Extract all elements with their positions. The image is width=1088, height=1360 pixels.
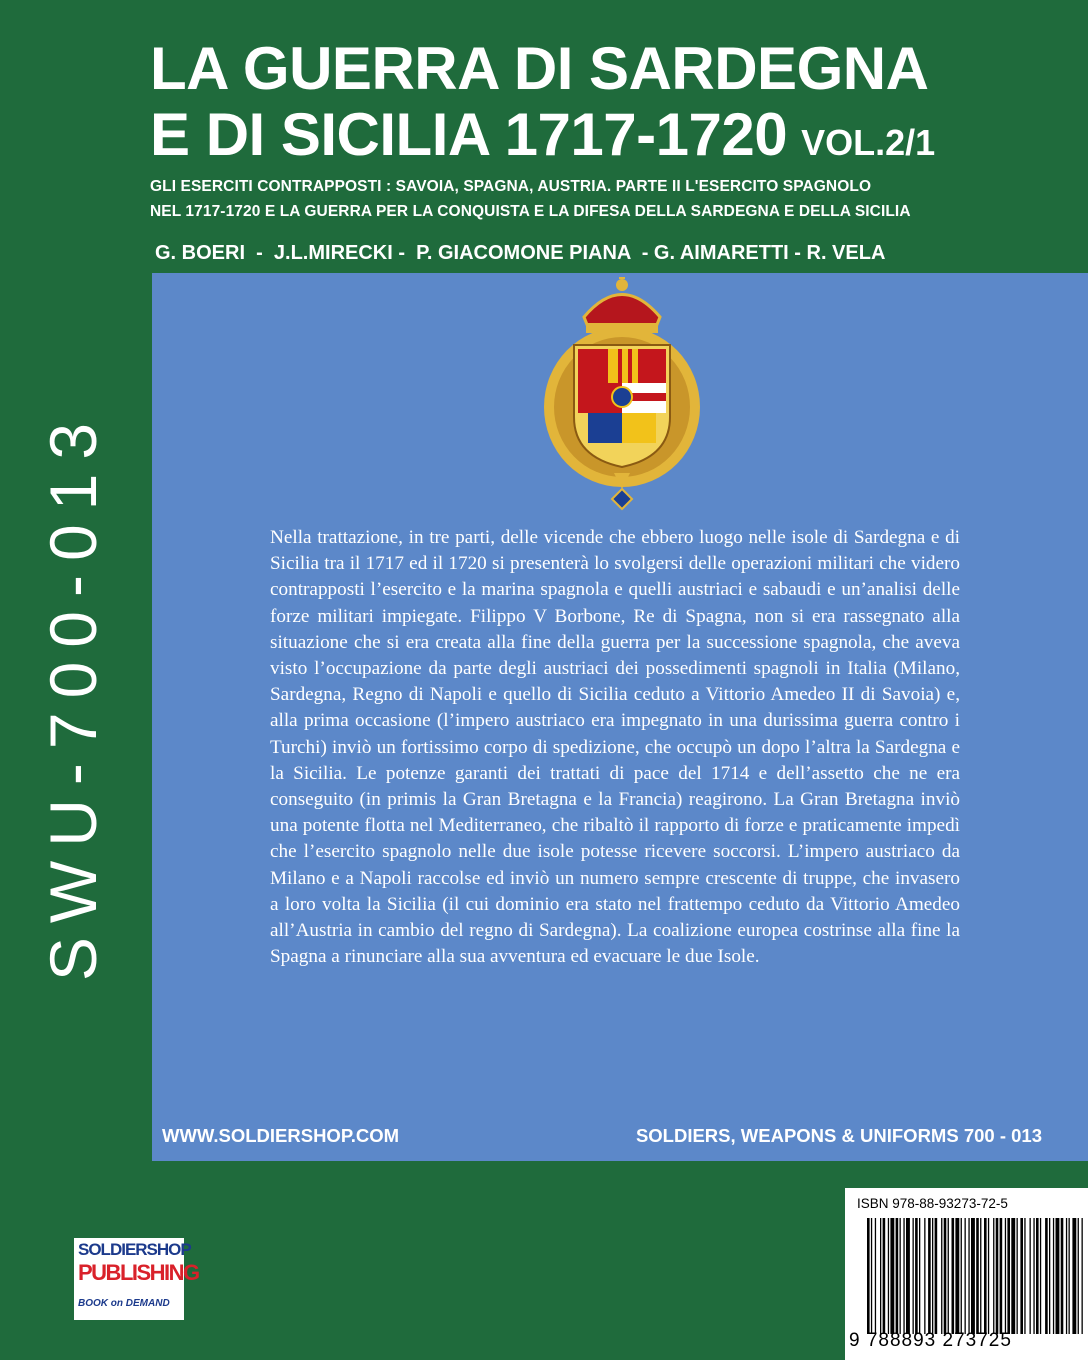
barcode-bar xyxy=(976,1218,979,1334)
barcode-bar xyxy=(1061,1218,1064,1334)
barcode-bar xyxy=(913,1218,914,1334)
barcode-bar xyxy=(1007,1218,1010,1334)
barcode-bar xyxy=(968,1218,969,1334)
logo-line-3: BOOK on DEMAND xyxy=(78,1298,170,1309)
barcode-bar xyxy=(924,1218,925,1334)
barcode-bar xyxy=(888,1218,889,1334)
barcode-bar xyxy=(867,1218,870,1334)
barcode-bar xyxy=(880,1218,881,1334)
barcode-bar xyxy=(1000,1218,1003,1334)
barcode-bar xyxy=(988,1218,989,1334)
barcode-bar xyxy=(900,1218,901,1334)
logo-line-2: PUBLISHING xyxy=(78,1260,199,1285)
barcode-bar xyxy=(875,1218,876,1334)
barcode-bar xyxy=(1078,1218,1079,1334)
barcode-bar xyxy=(993,1218,994,1334)
barcode-bar xyxy=(1069,1218,1070,1334)
barcode-bar xyxy=(980,1218,981,1334)
barcode-bar xyxy=(1056,1218,1060,1334)
barcode-bar xyxy=(952,1218,955,1334)
barcode-bar xyxy=(915,1218,918,1334)
blurb-text: Nella trattazione, in tre parti, delle vicende che ebbero luogo nelle isole di Sardegna e di Sicilia tra il 1717 ed il 1720 si presenterà lo svolgersi delle operazioni militari che videro contrapposti l’esercito e la marina spagnola e quelli austriaci e sabaudi e un’analisi delle forze militari impiegate. Filippo V Borbone, Re di Spagna, non si era rassegnato alla situazione che si era creata alla fine della guerra per la successione spagnola, che aveva visto l’occupazione da parte degli austriaci dei possedimenti spagnoli in Italia (Milano, Sardegna, Regno di Napoli e quello di Sicilia ceduto a Vittorio Amedeo II di Savoia) e, alla prima occasione (l’impero austriaco era impegnato in una durissima guerra contro i Turchi) inviò un fortissimo corpo di spedizione, che occupò un dopo l’altra la Sardegna e la Sicilia. Le potenze garanti dei trattati di pace del 1714 e dell’assetto che ne era conseguito (in primis la Gran Bretagna e la Francia) reagirono. La Gran Bretagna inviò una potente flotta nel Mediterraneo, che ribaltò il rapporto di forze e praticamente impedì che l’esercito spagnolo nelle due isole potesse ricevere soccorsi. L’impero austriaco da Milano e a Napoli raccolse ed inviò un numero sempre crescente di truppe, che invasero a loro volta la Sicilia (il cui dominio era stato nel frattempo ceduto da Vittorio Amedeo all’Austria in cambio del regno di Sardegna). La coalizione europea costrinse alla fine la Spagna a rinunciare alla sua avventura ed evacuare le due Isole. xyxy=(270,527,960,968)
barcode-bar xyxy=(1053,1218,1054,1334)
barcode-icon xyxy=(867,1218,1083,1334)
barcode-bar xyxy=(961,1218,962,1334)
website-link[interactable]: WWW.SOLDIERSHOP.COM xyxy=(162,1125,400,1146)
barcode-bar xyxy=(871,1218,872,1334)
barcode-bar xyxy=(1030,1218,1031,1334)
barcode-bar xyxy=(1017,1218,1018,1334)
barcode-bar xyxy=(996,1218,999,1334)
spine-code xyxy=(8,370,138,1020)
barcode-bar xyxy=(1020,1218,1023,1334)
barcode-digits: 9 788893 273725 xyxy=(849,1330,1012,1351)
barcode-bar xyxy=(896,1218,899,1334)
publisher-logo xyxy=(74,1238,199,1320)
subtitle-line-2: NEL 1717-1720 E LA GUERRA PER LA CONQUISTA E LA DIFESA DELLA SARDEGNA E DELLA SICILIA xyxy=(150,203,911,220)
barcode-bar xyxy=(1072,1218,1076,1334)
barcode-bar xyxy=(1011,1218,1015,1334)
barcode-bar xyxy=(1024,1218,1025,1334)
cover-panel xyxy=(152,273,1088,1161)
barcode-bar xyxy=(941,1218,942,1334)
barcode-area xyxy=(845,1188,1088,1360)
barcode-bar xyxy=(965,1218,966,1334)
barcode-bar xyxy=(1045,1218,1048,1334)
spine-code-text: SWU-700-013 xyxy=(36,408,111,982)
panel-footer xyxy=(162,1125,1042,1147)
barcode-bar xyxy=(883,1218,886,1334)
barcode-bar xyxy=(903,1218,904,1334)
barcode-bar xyxy=(1066,1218,1067,1334)
barcode-bar xyxy=(935,1218,938,1334)
barcode-bar xyxy=(1033,1218,1034,1334)
barcode-bar xyxy=(890,1218,894,1334)
barcode-bar xyxy=(932,1218,933,1334)
book-title xyxy=(150,36,1070,176)
barcode-bar xyxy=(955,1218,959,1334)
barcode-bar xyxy=(1049,1218,1050,1334)
coat-of-arms-icon xyxy=(532,277,712,517)
barcode-bar xyxy=(1082,1218,1083,1334)
barcode-bar xyxy=(971,1218,975,1334)
barcode-bar xyxy=(919,1218,920,1334)
barcode-bar xyxy=(1005,1218,1006,1334)
volume-label: VOL.2/1 xyxy=(801,122,936,163)
barcode-bar xyxy=(948,1218,949,1334)
book-subtitle xyxy=(150,174,1070,224)
series-label: SOLDIERS, WEAPONS & UNIFORMS 700 - 013 xyxy=(635,1125,1042,1146)
title-line-2-text: E DI SICILIA 1717-1720 xyxy=(150,101,788,168)
barcode-bar xyxy=(928,1218,931,1334)
title-line-2 xyxy=(150,102,1070,176)
title-line-1: LA GUERRA DI SARDEGNA xyxy=(150,35,929,102)
barcode-bar xyxy=(906,1218,910,1334)
barcode-bar xyxy=(1036,1218,1039,1334)
isbn-label: ISBN 978-88-93273-72-5 xyxy=(857,1196,1008,1211)
barcode-bar xyxy=(984,1218,987,1334)
barcode-bar xyxy=(1040,1218,1041,1334)
authors: G. BOERI - J.L.MIRECKI - P. GIACOMONE PIANA - G. AIMARETTI - R. VELA xyxy=(155,242,886,264)
logo-line-1: SOLDIERSHOP xyxy=(78,1240,191,1259)
barcode-bar xyxy=(944,1218,947,1334)
subtitle-line-1: GLI ESERCITI CONTRAPPOSTI : SAVOIA, SPAGNA, AUSTRIA. PARTE II L'ESERCITO SPAGNOLO xyxy=(150,178,872,195)
